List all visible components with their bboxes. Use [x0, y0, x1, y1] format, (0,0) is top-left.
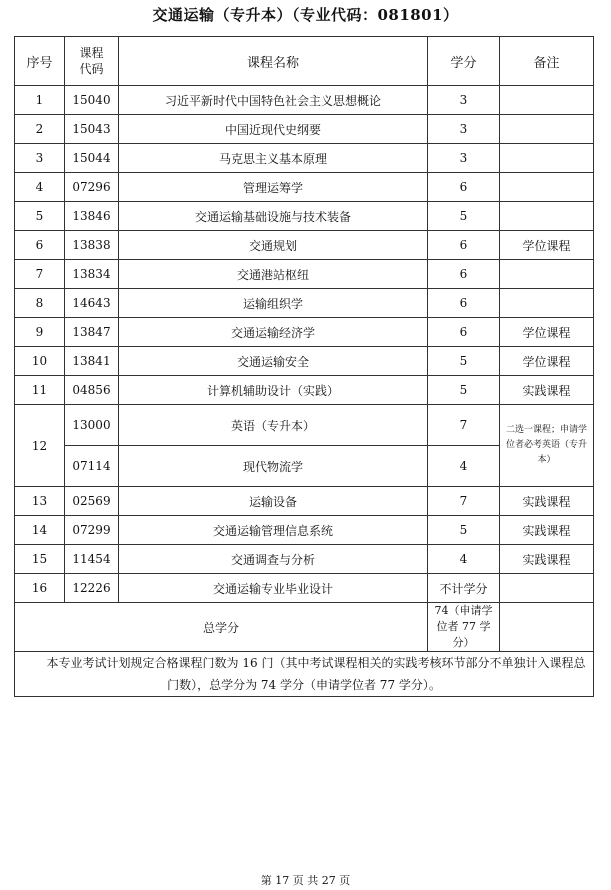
row-note: 学位课程	[500, 231, 594, 260]
row-code: 13834	[65, 260, 119, 289]
footer-note	[15, 652, 594, 697]
course-plan-table	[14, 36, 594, 697]
page-title: 交通运输（专升本）（专业代码：081801）	[152, 6, 459, 24]
row-note	[500, 405, 594, 487]
table-row	[15, 260, 594, 289]
row-seq: 9	[15, 318, 65, 347]
row-code: 07299	[65, 516, 119, 545]
row-seq: 15	[15, 545, 65, 574]
row-credits: 6	[428, 289, 500, 318]
table-row	[15, 574, 594, 603]
row-note	[500, 144, 594, 173]
footer-row	[15, 652, 594, 697]
row-credits: 7	[428, 405, 500, 446]
row-course-name: 交通运输专业毕业设计	[119, 574, 428, 603]
row-seq: 14	[15, 516, 65, 545]
table-row	[15, 487, 594, 516]
row-course-name: 管理运筹学	[119, 173, 428, 202]
row-seq: 6	[15, 231, 65, 260]
table-row	[15, 318, 594, 347]
total-label: 总学分	[15, 603, 428, 652]
total-row	[15, 603, 594, 652]
row-code: 11454	[65, 545, 119, 574]
row-credits: 6	[428, 318, 500, 347]
row-code: 07114	[65, 446, 119, 487]
row-seq: 13	[15, 487, 65, 516]
row-course-name: 马克思主义基本原理	[119, 144, 428, 173]
elective-note: 二选一课程；申请学位者必考英语（专升本）	[505, 425, 587, 465]
header-code	[65, 37, 119, 86]
table-header-row	[15, 37, 594, 86]
row-seq: 5	[15, 202, 65, 231]
row-note	[500, 574, 594, 603]
row-seq: 7	[15, 260, 65, 289]
row-course-name: 中国近现代史纲要	[119, 115, 428, 144]
row-seq: 12	[15, 405, 65, 487]
row-note	[500, 115, 594, 144]
page-number: 第 17 页 共 27 页	[260, 874, 351, 887]
total-value: 74（申请学位者 77 学分）	[428, 603, 500, 652]
row-seq: 2	[15, 115, 65, 144]
row-seq: 8	[15, 289, 65, 318]
row-course-name: 交通运输基础设施与技术装备	[119, 202, 428, 231]
row-credits: 6	[428, 173, 500, 202]
table-row	[15, 405, 594, 446]
table-body	[15, 86, 594, 697]
row-course-name: 交通运输安全	[119, 347, 428, 376]
row-code: 13000	[65, 405, 119, 446]
row-note	[500, 260, 594, 289]
row-note: 实践课程	[500, 545, 594, 574]
row-course-name: 运输组织学	[119, 289, 428, 318]
row-credits: 4	[428, 446, 500, 487]
table-row	[15, 115, 594, 144]
row-credits: 不计学分	[428, 574, 500, 603]
row-note: 实践课程	[500, 376, 594, 405]
row-course-name: 交通运输经济学	[119, 318, 428, 347]
table-row	[15, 144, 594, 173]
table-row	[15, 516, 594, 545]
row-code: 13838	[65, 231, 119, 260]
row-course-name: 交通港站枢纽	[119, 260, 428, 289]
row-course-name: 交通调查与分析	[119, 545, 428, 574]
row-course-name: 英语（专升本）	[119, 405, 428, 446]
row-credits: 5	[428, 376, 500, 405]
row-credits: 6	[428, 231, 500, 260]
row-code: 12226	[65, 574, 119, 603]
row-credits: 3	[428, 144, 500, 173]
row-note	[500, 173, 594, 202]
row-code: 14643	[65, 289, 119, 318]
row-credits: 7	[428, 487, 500, 516]
table-row	[15, 545, 594, 574]
header-name: 课程名称	[119, 37, 428, 86]
row-code: 15040	[65, 86, 119, 115]
header-code-line1: 课程	[79, 46, 104, 60]
row-note: 实践课程	[500, 516, 594, 545]
row-credits: 4	[428, 545, 500, 574]
header-credits: 学分	[428, 37, 500, 86]
row-seq: 4	[15, 173, 65, 202]
row-code: 13841	[65, 347, 119, 376]
row-note	[500, 86, 594, 115]
row-credits: 5	[428, 516, 500, 545]
row-course-name: 交通运输管理信息系统	[119, 516, 428, 545]
header-seq: 序号	[15, 37, 65, 86]
row-seq: 16	[15, 574, 65, 603]
row-course-name: 计算机辅助设计（实践）	[119, 376, 428, 405]
row-seq: 1	[15, 86, 65, 115]
row-code: 15043	[65, 115, 119, 144]
row-credits: 5	[428, 202, 500, 231]
row-note: 学位课程	[500, 347, 594, 376]
table-row	[15, 231, 594, 260]
table-row	[15, 86, 594, 115]
row-seq: 11	[15, 376, 65, 405]
row-code: 15044	[65, 144, 119, 173]
row-note: 实践课程	[500, 487, 594, 516]
row-seq: 3	[15, 144, 65, 173]
table-row	[15, 376, 594, 405]
row-credits: 3	[428, 86, 500, 115]
table-row	[15, 173, 594, 202]
table-row	[15, 289, 594, 318]
row-credits: 3	[428, 115, 500, 144]
total-note	[500, 603, 594, 652]
row-course-name: 现代物流学	[119, 446, 428, 487]
row-code: 13847	[65, 318, 119, 347]
footer-note-text: 本专业考试计划规定合格课程门数为 16 门（其中考试课程相关的实践考核环节部分不单独计入课程总门数），总学分为 74 学分（申请学位者 77 学分）。	[46, 656, 586, 692]
row-credits: 6	[428, 260, 500, 289]
row-note	[500, 202, 594, 231]
row-course-name: 运输设备	[119, 487, 428, 516]
row-note: 学位课程	[500, 318, 594, 347]
table-row	[15, 347, 594, 376]
header-note: 备注	[500, 37, 594, 86]
row-code: 04856	[65, 376, 119, 405]
table-row	[15, 202, 594, 231]
row-course-name: 交通规划	[119, 231, 428, 260]
row-code: 02569	[65, 487, 119, 516]
row-code: 07296	[65, 173, 119, 202]
row-seq: 10	[15, 347, 65, 376]
row-course-name: 习近平新时代中国特色社会主义思想概论	[119, 86, 428, 115]
row-note	[500, 289, 594, 318]
header-code-line2: 代码	[79, 62, 104, 76]
row-credits: 5	[428, 347, 500, 376]
row-code: 13846	[65, 202, 119, 231]
